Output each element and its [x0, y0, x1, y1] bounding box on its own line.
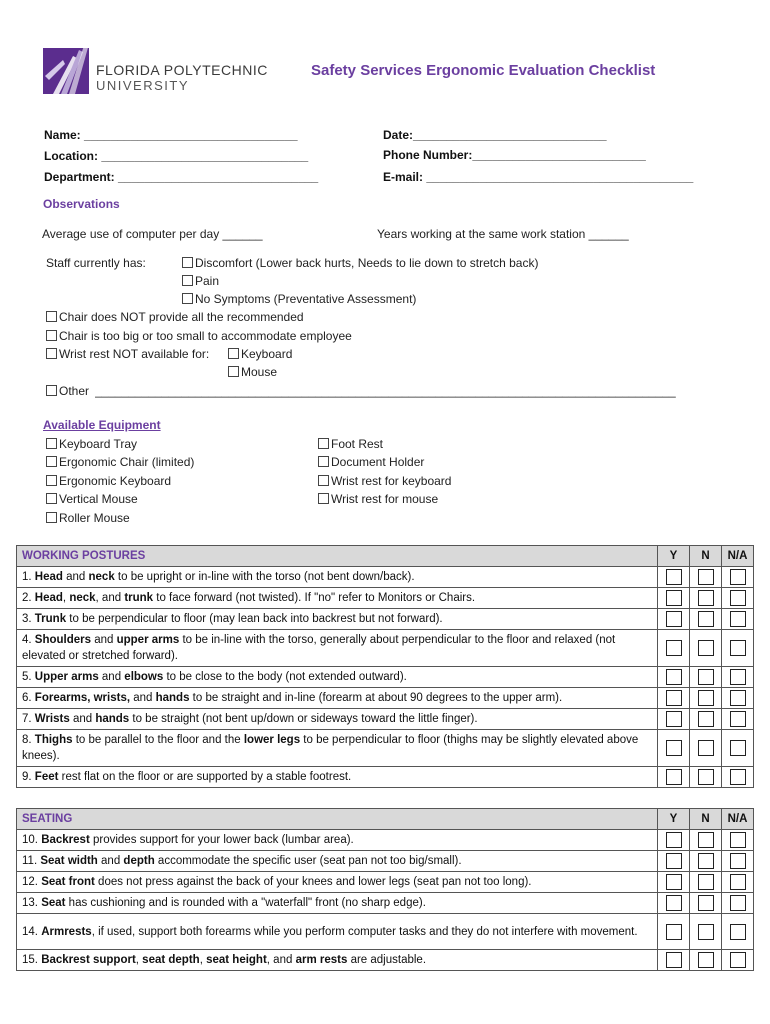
answer-cell-na: [722, 567, 754, 588]
checkbox-icon: [46, 493, 57, 504]
checkbox-na[interactable]: [730, 924, 746, 940]
checkbox-icon: [46, 311, 57, 322]
checkbox-wrist-rest-mouse[interactable]: Wrist rest for mouse: [318, 492, 438, 506]
table-header-row: [17, 809, 754, 830]
name-field[interactable]: Name: ________________________________: [44, 128, 298, 142]
row-description: 10. Backrest provides support for your lower back (lumbar area).: [17, 830, 658, 851]
answer-cell-y: [658, 830, 690, 851]
answer-cell-n: [690, 667, 722, 688]
table-row: [17, 667, 754, 688]
answer-cell-n: [690, 567, 722, 588]
years-field[interactable]: Years working at the same work station ______: [377, 227, 629, 241]
checkbox-na[interactable]: [730, 895, 746, 911]
checkbox-icon: [182, 275, 193, 286]
table-row: [17, 688, 754, 709]
checkbox-vertical-mouse[interactable]: Vertical Mouse: [46, 492, 138, 506]
answer-cell-na: [722, 688, 754, 709]
answer-cell-n: [690, 851, 722, 872]
checkbox-icon: [46, 385, 57, 396]
checkbox-mouse[interactable]: Mouse: [228, 365, 277, 379]
checkbox-n[interactable]: [698, 569, 714, 585]
col-n-header: N: [690, 546, 722, 567]
observations-title: Observations: [43, 197, 120, 211]
checkbox-n[interactable]: [698, 853, 714, 869]
answer-cell-na: [722, 893, 754, 914]
answer-cell-n: [690, 730, 722, 767]
checkbox-na[interactable]: [730, 769, 746, 785]
table-row: [17, 767, 754, 788]
answer-cell-n: [690, 709, 722, 730]
logo-line2: UNIVERSITY: [96, 78, 190, 93]
col-y-header: Y: [658, 809, 690, 830]
row-description: 7. Wrists and hands to be straight (not bent up/down or sideways toward the little finger).: [17, 709, 658, 730]
university-logo-icon: [43, 36, 91, 96]
checkbox-na[interactable]: [730, 711, 746, 727]
col-n-header: N: [690, 809, 722, 830]
university-logo-text: [96, 62, 268, 94]
col-na-header: N/A: [722, 546, 754, 567]
answer-cell-na: [722, 609, 754, 630]
answer-cell-y: [658, 609, 690, 630]
checkbox-n[interactable]: [698, 895, 714, 911]
table-row: [17, 872, 754, 893]
row-description: 6. Forearms, wrists, and hands to be straight and in-line (forearm at about 90 degrees to the upper arm).: [17, 688, 658, 709]
department-field[interactable]: Department: ______________________________: [44, 170, 319, 184]
answer-cell-n: [690, 609, 722, 630]
avg-use-field[interactable]: Average use of computer per day ______: [42, 227, 263, 241]
row-description: 2. Head, neck, and trunk to face forward (not twisted). If "no" refer to Monitors or Chairs.: [17, 588, 658, 609]
row-description: 1. Head and neck to be upright or in-line with the torso (not bent down/back).: [17, 567, 658, 588]
checkbox-n[interactable]: [698, 611, 714, 627]
table-row: [17, 914, 754, 950]
answer-cell-n: [690, 630, 722, 667]
answer-cell-y: [658, 914, 690, 950]
seating-title: SEATING: [17, 809, 658, 830]
checkbox-y[interactable]: [666, 853, 682, 869]
checkbox-n[interactable]: [698, 640, 714, 656]
table-row: [17, 588, 754, 609]
answer-cell-y: [658, 851, 690, 872]
staff-label: Staff currently has:: [46, 256, 146, 270]
checkbox-na[interactable]: [730, 669, 746, 685]
table-row: [17, 830, 754, 851]
checkbox-na[interactable]: [730, 569, 746, 585]
checkbox-pain[interactable]: Pain: [182, 274, 219, 288]
checkbox-n[interactable]: [698, 769, 714, 785]
row-description: 14. Armrests, if used, support both forearms while you perform computer tasks and they do not interfere with movement.: [17, 914, 658, 950]
email-field[interactable]: E-mail: ________________________________________: [383, 170, 694, 184]
checkbox-icon: [228, 348, 239, 359]
answer-cell-y: [658, 567, 690, 588]
col-y-header: Y: [658, 546, 690, 567]
row-description: 12. Seat front does not press against the back of your knees and lower legs (seat pan not too long).: [17, 872, 658, 893]
checkbox-na[interactable]: [730, 590, 746, 606]
checkbox-na[interactable]: [730, 640, 746, 656]
answer-cell-na: [722, 872, 754, 893]
checkbox-chair-not[interactable]: Chair does NOT provide all the recommended: [46, 310, 304, 324]
other-line[interactable]: _______________________________________________________________________________________: [95, 384, 676, 398]
table-row: [17, 730, 754, 767]
answer-cell-n: [690, 872, 722, 893]
checkbox-n[interactable]: [698, 690, 714, 706]
checkbox-n[interactable]: [698, 590, 714, 606]
checkbox-icon: [182, 293, 193, 304]
checkbox-y[interactable]: [666, 690, 682, 706]
answer-cell-y: [658, 730, 690, 767]
answer-cell-n: [690, 950, 722, 971]
answer-cell-y: [658, 893, 690, 914]
answer-cell-y: [658, 950, 690, 971]
answer-cell-n: [690, 767, 722, 788]
answer-cell-y: [658, 588, 690, 609]
checkbox-n[interactable]: [698, 924, 714, 940]
checkbox-y[interactable]: [666, 669, 682, 685]
answer-cell-y: [658, 630, 690, 667]
checkbox-foot-rest[interactable]: Foot Rest: [318, 437, 383, 451]
checkbox-other[interactable]: Other: [46, 384, 89, 398]
answer-cell-na: [722, 830, 754, 851]
checkbox-na[interactable]: [730, 611, 746, 627]
checkbox-icon: [46, 348, 57, 359]
checkbox-y[interactable]: [666, 711, 682, 727]
answer-cell-y: [658, 767, 690, 788]
table-header-row: [17, 546, 754, 567]
table-row: [17, 709, 754, 730]
checkbox-na[interactable]: [730, 853, 746, 869]
seating-body: [17, 830, 754, 971]
answer-cell-y: [658, 872, 690, 893]
checkbox-y[interactable]: [666, 590, 682, 606]
answer-cell-na: [722, 630, 754, 667]
checkbox-y[interactable]: [666, 924, 682, 940]
checkbox-document-holder[interactable]: Document Holder: [318, 455, 424, 469]
checkbox-icon: [46, 330, 57, 341]
table-row: [17, 893, 754, 914]
checkbox-n[interactable]: [698, 952, 714, 968]
answer-cell-n: [690, 688, 722, 709]
checkbox-icon: [318, 456, 329, 467]
answer-cell-na: [722, 667, 754, 688]
checkbox-icon: [46, 475, 57, 486]
answer-cell-n: [690, 893, 722, 914]
answer-cell-n: [690, 588, 722, 609]
checkbox-y[interactable]: [666, 895, 682, 911]
checkbox-keyboard[interactable]: Keyboard: [228, 347, 292, 361]
equipment-title: Available Equipment: [43, 418, 161, 432]
checkbox-y[interactable]: [666, 832, 682, 848]
document-title: Safety Services Ergonomic Evaluation Checklist: [311, 62, 656, 79]
answer-cell-na: [722, 730, 754, 767]
checkbox-no-symptoms[interactable]: No Symptoms (Preventative Assessment): [182, 292, 416, 306]
checkbox-keyboard-tray[interactable]: Keyboard Tray: [46, 437, 137, 451]
answer-cell-y: [658, 709, 690, 730]
answer-cell-y: [658, 667, 690, 688]
checkbox-na[interactable]: [730, 740, 746, 756]
checkbox-discomfort[interactable]: Discomfort (Lower back hurts, Needs to lie down to stretch back): [182, 256, 538, 270]
checkbox-icon: [46, 438, 57, 449]
checkbox-icon: [182, 257, 193, 268]
checkbox-roller-mouse[interactable]: Roller Mouse: [46, 511, 130, 525]
checkbox-y[interactable]: [666, 874, 682, 890]
checkbox-icon: [228, 366, 239, 377]
answer-cell-na: [722, 588, 754, 609]
checkbox-wrist-rest-keyboard[interactable]: Wrist rest for keyboard: [318, 474, 451, 488]
checkbox-y[interactable]: [666, 952, 682, 968]
table-row: [17, 609, 754, 630]
working-postures-body: [17, 567, 754, 788]
location-field[interactable]: Location: _______________________________: [44, 149, 309, 163]
row-description: 3. Trunk to be perpendicular to floor (may lean back into backrest but not forward).: [17, 609, 658, 630]
checkbox-icon: [46, 512, 57, 523]
checkbox-y[interactable]: [666, 611, 682, 627]
col-na-header: N/A: [722, 809, 754, 830]
table-row: [17, 851, 754, 872]
row-description: 13. Seat has cushioning and is rounded with a "waterfall" front (no sharp edge).: [17, 893, 658, 914]
phone-field[interactable]: Phone Number:__________________________: [383, 148, 646, 162]
checkbox-na[interactable]: [730, 874, 746, 890]
answer-cell-n: [690, 830, 722, 851]
answer-cell-na: [722, 914, 754, 950]
checkbox-na[interactable]: [730, 690, 746, 706]
checkbox-y[interactable]: [666, 569, 682, 585]
answer-cell-na: [722, 767, 754, 788]
row-description: 11. Seat width and depth accommodate the specific user (seat pan not too big/small).: [17, 851, 658, 872]
checkbox-na[interactable]: [730, 832, 746, 848]
row-description: 8. Thighs to be parallel to the floor and the lower legs to be perpendicular to floor (thighs may be slightly elevated above knees).: [17, 730, 658, 767]
seating-table: [16, 808, 754, 971]
working-postures-title: WORKING POSTURES: [17, 546, 658, 567]
checkbox-n[interactable]: [698, 669, 714, 685]
checkbox-ergonomic-keyboard[interactable]: Ergonomic Keyboard: [46, 474, 171, 488]
table-row: [17, 950, 754, 971]
table-row: [17, 567, 754, 588]
checkbox-na[interactable]: [730, 952, 746, 968]
row-description: 4. Shoulders and upper arms to be in-line with the torso, generally about perpendicular to the floor and relaxed (not elevated or stretched forward).: [17, 630, 658, 667]
working-postures-table: [16, 545, 754, 788]
checkbox-n[interactable]: [698, 740, 714, 756]
checkbox-icon: [46, 456, 57, 467]
logo-line1: FLORIDA POLYTECHNIC: [96, 62, 268, 78]
table-row: [17, 630, 754, 667]
checkbox-y[interactable]: [666, 640, 682, 656]
checkbox-n[interactable]: [698, 874, 714, 890]
checkbox-y[interactable]: [666, 769, 682, 785]
checkbox-chair-size[interactable]: Chair is too big or too small to accommodate employee: [46, 329, 352, 343]
date-field[interactable]: Date:_____________________________: [383, 128, 607, 142]
checkbox-n[interactable]: [698, 711, 714, 727]
answer-cell-y: [658, 688, 690, 709]
checkbox-icon: [318, 493, 329, 504]
checkbox-n[interactable]: [698, 832, 714, 848]
row-description: 9. Feet rest flat on the floor or are supported by a stable footrest.: [17, 767, 658, 788]
row-description: 15. Backrest support, seat depth, seat height, and arm rests are adjustable.: [17, 950, 658, 971]
checkbox-ergonomic-chair[interactable]: Ergonomic Chair (limited): [46, 455, 194, 469]
answer-cell-na: [722, 950, 754, 971]
answer-cell-n: [690, 914, 722, 950]
answer-cell-na: [722, 709, 754, 730]
checkbox-wrist-rest[interactable]: Wrist rest NOT available for:: [46, 347, 209, 361]
checkbox-icon: [318, 475, 329, 486]
checkbox-icon: [318, 438, 329, 449]
checkbox-y[interactable]: [666, 740, 682, 756]
row-description: 5. Upper arms and elbows to be close to the body (not extended outward).: [17, 667, 658, 688]
answer-cell-na: [722, 851, 754, 872]
